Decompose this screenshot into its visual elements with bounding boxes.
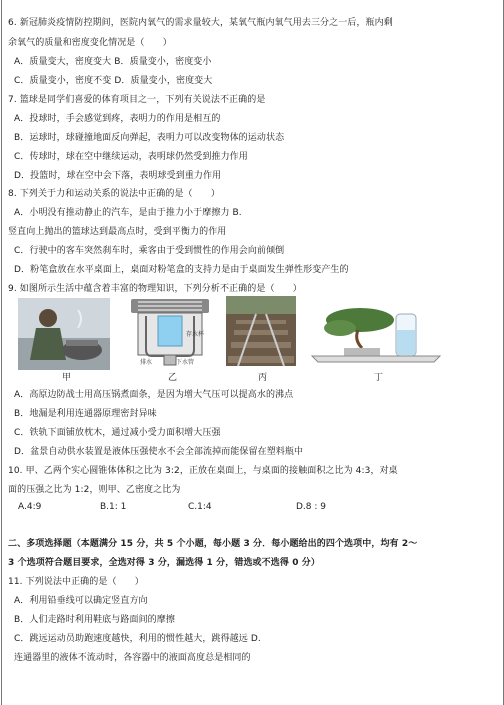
q10-option-a: A.4:9 [18,502,42,512]
left-margin-line [1,0,2,705]
q9-option-a: A．高原边防战士用高压锅煮面条，是因为增大气压可以提高水的沸点 [14,390,294,400]
figure-label-ding: 丁 [374,373,384,383]
q6-stem-line-2: 余氧气的质量和密度变化情况是（ ） [8,38,172,48]
q11-option-a: A．利用铅垂线可以确定竖直方向 [14,596,148,606]
q10-option-d: D.8 : 9 [296,502,326,512]
figure-label-yi: 乙 [168,373,178,383]
q10-stem-line-2: 面的压强之比为 1:2，则甲、乙密度之比为 [8,485,181,495]
q11-option-c: C．跳远运动员助跑速度越快，利用的惯性越大，跳得越远 D. [14,634,261,644]
q8-option-c: C．行驶中的客车突然刹车时，乘客由于受到惯性的作用会向前倾倒 [14,246,285,256]
q9-option-d: D．盆景自动供水装置是液体压强使水不会全部流掉而能保留在塑料瓶中 [14,447,304,457]
q7-option-d: D．投篮时，球在空中会下落，表明球受到重力作用 [14,171,222,181]
q6-options-ab: A．质量变大，密度变大 B．质量变小，密度变小 [14,57,212,67]
q7-option-a: A．投球时，手会感觉到疼，表明力的作用是相互的 [14,114,221,124]
q11-stem: 11. 下列说法中正确的是（ ） [8,577,144,587]
section2-heading-line-1: 二、多项选择题（本题满分 15 分，共 5 个小题，每小题 3 分．每小题给出的四个选项中，均有 2～ [8,539,418,549]
figure-label-jia: 甲 [62,373,72,383]
q8-option-d: D．粉笔盒放在水平桌面上，桌面对粉笔盒的支持力是由于桌面发生弹性形变产生的 [14,265,349,275]
q10-option-b: B.1: 1 [100,502,127,512]
q9-option-b: B．地漏是利用连通器原理密封异味 [14,409,157,419]
label-cun-shui-bei: 存水杯 [186,331,205,338]
q10-option-c: C.1:4 [188,502,212,512]
label-xia-shui-guan: 下水管 [176,359,195,366]
q6-options-cd: C．质量变小，密度不变 D．质量变小，密度变大 [14,76,213,86]
q7-stem: 7. 篮球是同学们喜爱的体育项目之一，下列有关说法不正确的是 [8,95,266,105]
q9-stem: 9. 如图所示生活中蕴含着丰富的物理知识，下列分析不正确的是（ ） [8,284,302,294]
figure-jia-soldier-cooking [18,298,110,383]
label-pai-shui: 排水 [140,359,153,366]
q8-option-b: 竖直向上抛出的篮球达到最高点时，受到平衡力的作用 [8,227,227,237]
q6-stem-line-1: 6. 新冠肺炎疫情防控期间，医院内氧气的需求量较大，某氧气瓶内氧气用去三分之一后，瓶内剩 [8,18,393,28]
section2-heading-line-2: 3 个选项符合题目要求，全选对得 3 分，漏选得 1 分，错选或不选得 0 分） [8,558,320,568]
figure-bing-railway-track [226,296,296,381]
figure-label-bing: 丙 [258,373,268,383]
q11-option-b: B．人们走路时利用鞋底与路面间的摩擦 [14,615,175,625]
q8-stem: 8. 下列关于力和运动关系的说法中正确的是（ ） [8,189,220,199]
q11-option-d: 连通器里的液体不流动时，各容器中的液面高度总是相同的 [14,653,251,663]
q7-option-b: B．运球时，球碰撞地面反向弹起，表明力可以改变物体的运动状态 [14,133,285,143]
q8-option-a: A．小明没有推动静止的汽车，是由于推力小于摩擦力 B. [14,208,242,218]
q7-option-c: C．传球时，球在空中继续运动，表明球仍然受到推力作用 [14,152,248,162]
q9-option-c: C．铁轨下面铺放枕木，通过减小受力面积增大压强 [14,428,221,438]
q10-stem-line-1: 10. 甲、乙两个实心圆锥体体积之比为 3:2，正放在桌面上，与桌面的接触面积之比为 4:3，对桌 [8,466,398,476]
figure-yi-floor-drain-diagram [128,296,213,381]
